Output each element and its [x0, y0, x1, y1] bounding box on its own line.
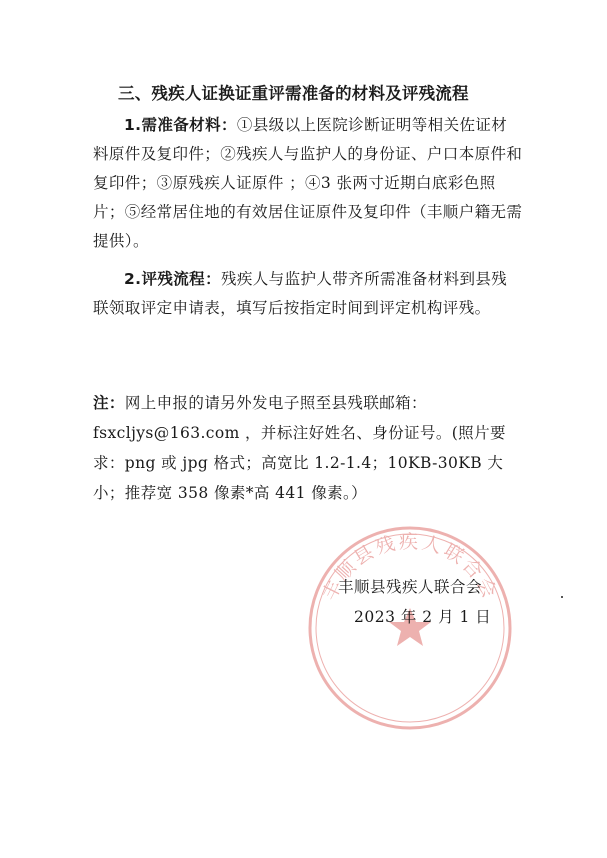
official-seal [300, 518, 520, 738]
section-title: 三、残疾人证换证重评需准备的材料及评残流程 [118, 84, 469, 103]
process-lead: 2.评残流程： [124, 270, 221, 288]
process-text: 残疾人与监护人带齐所需准备材料到县残联领取评定申请表，填写后按指定时间到评定机构评残。 [93, 270, 508, 317]
svg-text:丰顺县残疾人联合会: 丰顺县残疾人联合会 [318, 531, 502, 605]
signature-date: 2023 年 2 月 1 日 [354, 608, 492, 626]
signature-organization: 丰顺县残疾人联合会 [338, 578, 483, 596]
process-paragraph [93, 265, 523, 323]
note-text: 网上申报的请另外发电子照至县残联邮箱：fsxcljys@163.com ，并标注好姓名、身份证号。(照片要求：png 或 jpg 格式；高宽比 1.2-1.4；10KB-30KB 大小；推荐宽 358 像素*高 441 像素。） [93, 394, 506, 502]
scan-speck [561, 596, 563, 598]
materials-paragraph [93, 111, 523, 256]
note-paragraph [93, 388, 523, 508]
materials-lead: 1.需准备材料： [124, 116, 237, 134]
note-lead: 注： [93, 394, 125, 412]
materials-text: ①县级以上医院诊断证明等相关佐证材料原件及复印件；②残疾人与监护人的身份证、户口本原件和复印件；③原残疾人证原件 ；④3 张两寸近期白底彩色照片；⑤经常居住地的有效居住证原件及复印件（丰顺户籍无需提供）。 [93, 116, 523, 250]
